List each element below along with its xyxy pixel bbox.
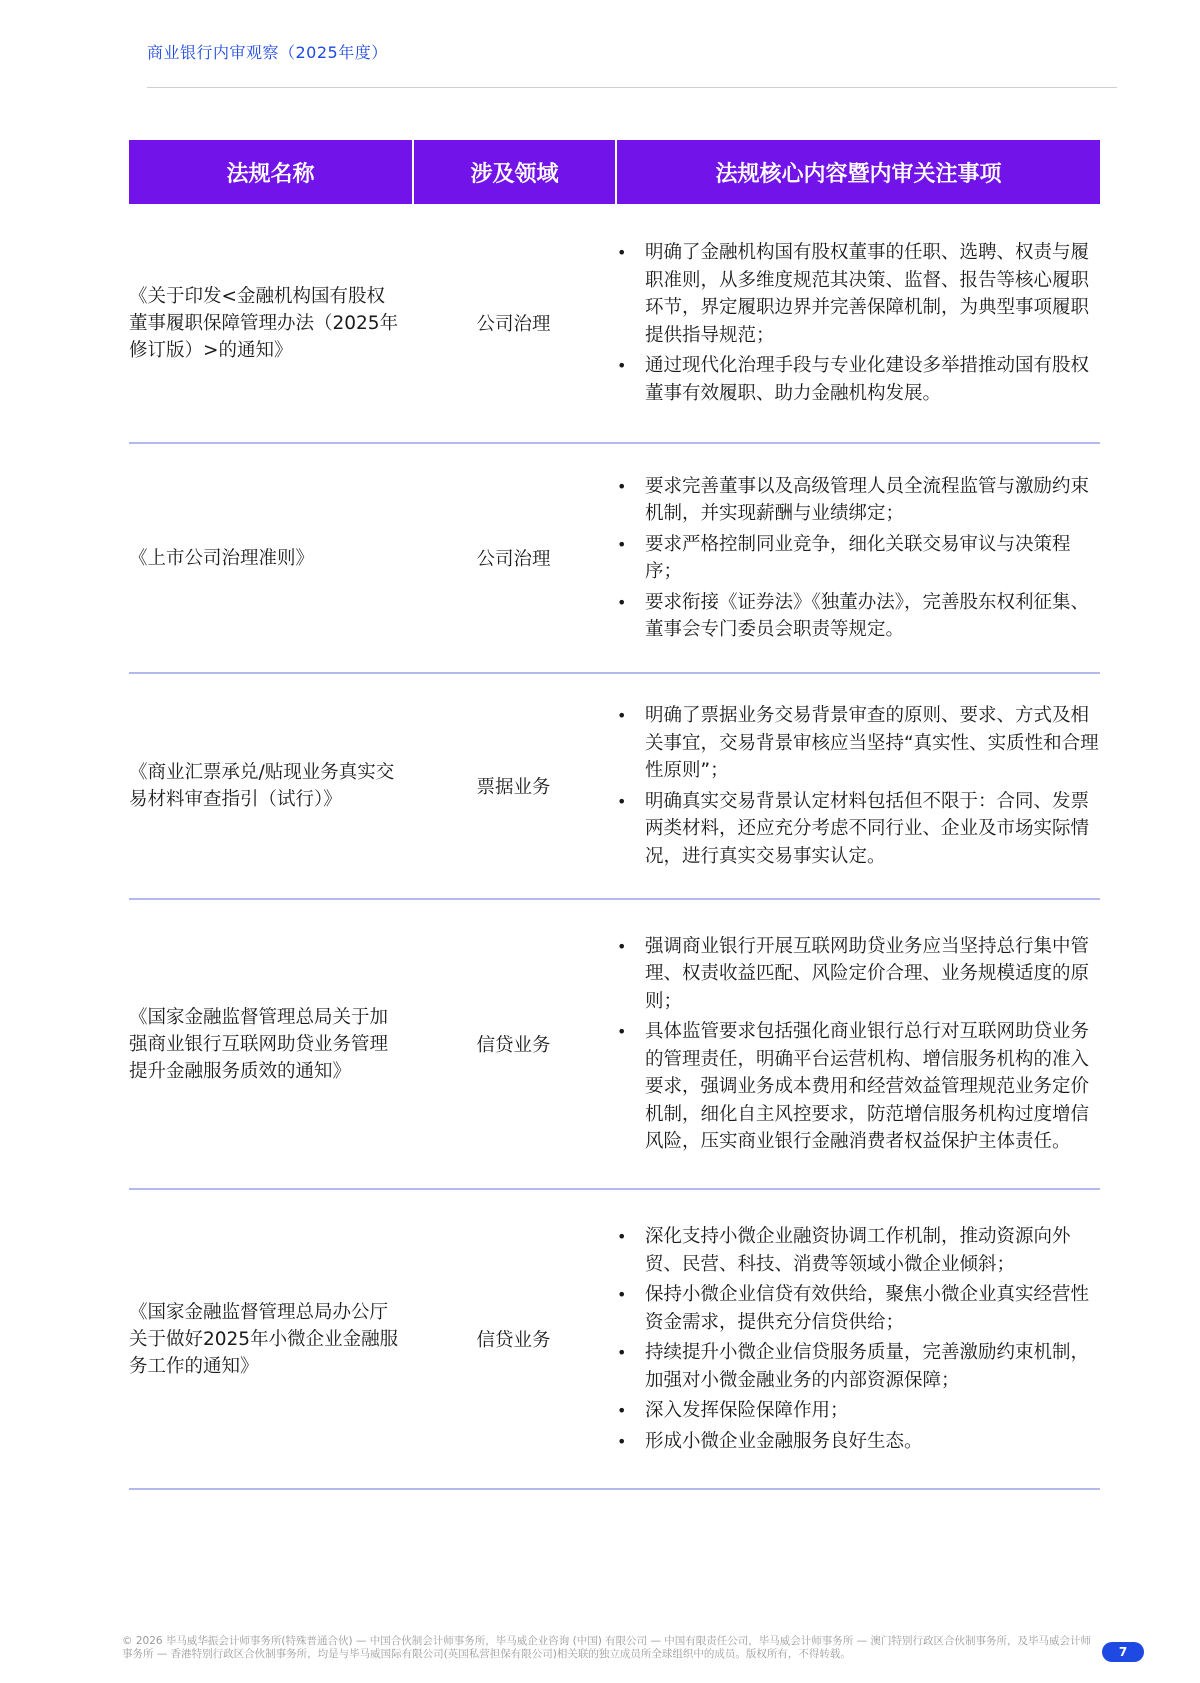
bullet-item (615, 1428, 1100, 1456)
bullet-dot-icon: • (617, 1343, 627, 1362)
bullet-item (615, 589, 1100, 644)
bullet-dot-icon: • (617, 476, 627, 496)
bullet-dot-icon: • (617, 936, 627, 956)
regulation-name: 《国家金融监督管理总局关于加强商业银行互联网助贷业务管理提升金融服务质效的通知》 (129, 1006, 389, 1082)
table-header (129, 140, 1100, 204)
table-row (129, 204, 1100, 444)
regulations-table (129, 140, 1100, 1490)
regulation-points (615, 1190, 1100, 1488)
footer-copyright: © 2026 毕马威华振会计师事务所(特殊普通合伙) — 中国合伙制会计师事务所，毕马威企业咨询 (中国) 有限公司 — 中国有限责任公司，毕马威会计师事务所 — 澳门特别行政区合伙制事务所，及毕马威会计师事务所 — 香港特别行政区合伙制事务所，均是与毕马威国际有限公司(英国私营担保有限公司)相关联的独立成员所全球组织中的成员。版权所有，不得转载。 (122, 1635, 1091, 1660)
regulation-area: 公司治理 (476, 314, 551, 335)
page-header-title: 商业银行内审观察（2025年度） (147, 43, 388, 62)
regulation-name: 《关于印发<金融机构国有股权董事履职保障管理办法（2025年修订版）>的通知》 (129, 285, 399, 361)
bullet-item (615, 1223, 1100, 1278)
table-row (129, 1190, 1100, 1490)
table-row (129, 674, 1100, 900)
page-number-badge: 7 (1102, 1642, 1144, 1662)
regulation-points (615, 204, 1100, 442)
bullet-text: 要求完善董事以及高级管理人员全流程监管与激励约束机制，并实现薪酬与业绩绑定； (645, 475, 1090, 524)
table-row (129, 444, 1100, 674)
bullet-dot-icon: • (617, 1022, 627, 1041)
bullet-text: 保持小微企业信贷有效供给，聚焦小微企业真实经营性资金需求，提供充分信贷供给； (645, 1284, 1090, 1333)
regulation-points (615, 674, 1100, 898)
bullet-text: 持续提升小微企业信贷服务质量，完善激励约束机制，加强对小微金融业务的内部资源保障； (645, 1342, 1090, 1391)
bullet-dot-icon: • (617, 1285, 627, 1304)
bullet-dot-icon: • (617, 243, 627, 262)
bullet-text: 要求衔接《证券法》《独董办法》，完善股东权利征集、董事会专门委员会职责等规定。 (645, 591, 1090, 640)
bullet-item (615, 702, 1100, 785)
bullet-dot-icon: • (617, 791, 627, 811)
bullet-item (615, 352, 1100, 407)
header-divider (147, 87, 1117, 88)
bullet-item (615, 1397, 1100, 1425)
bullet-text: 深化支持小微企业融资协调工作机制，推动资源向外贸、民营、科技、消费等领域小微企业倾斜； (645, 1226, 1071, 1275)
bullet-dot-icon: • (617, 534, 627, 554)
column-header-name: 法规名称 (226, 161, 315, 187)
bullet-dot-icon: • (617, 356, 627, 375)
regulation-area: 信贷业务 (476, 1035, 551, 1056)
bullet-dot-icon: • (617, 1227, 627, 1246)
bullet-dot-icon: • (617, 706, 627, 725)
bullet-dot-icon: • (617, 1431, 627, 1451)
bullet-item (615, 788, 1100, 871)
bullet-text: 明确真实交易背景认定材料包括但不限于：合同、发票两类材料，还应充分考虑不同行业、企业及市场实际情况，进行真实交易事实认定。 (645, 790, 1090, 867)
bullet-item (615, 1281, 1100, 1336)
regulation-points (615, 444, 1100, 672)
bullet-dot-icon: • (617, 1401, 627, 1420)
bullet-item (615, 531, 1100, 586)
regulation-area: 信贷业务 (476, 1330, 551, 1351)
regulation-name: 《上市公司治理准则》 (129, 547, 315, 569)
regulation-points (615, 900, 1100, 1188)
regulation-area: 票据业务 (476, 777, 551, 798)
regulation-name: 《国家金融监督管理总局办公厅关于做好2025年小微企业金融服务工作的通知》 (129, 1301, 399, 1377)
bullet-dot-icon: • (617, 592, 627, 612)
bullet-text: 深入发挥保险保障作用； (645, 1400, 849, 1421)
bullet-item (615, 1018, 1100, 1156)
bullet-text: 通过现代化治理手段与专业化建设多举措推动国有股权董事有效履职、助力金融机构发展。 (645, 355, 1090, 404)
bullet-item (615, 1339, 1100, 1394)
table-row (129, 900, 1100, 1190)
table-body (129, 204, 1100, 1490)
bullet-text: 要求严格控制同业竞争，细化关联交易审议与决策程序； (645, 533, 1071, 582)
column-header-area: 涉及领域 (412, 140, 615, 204)
column-header-points: 法规核心内容暨内审关注事项 (615, 140, 1100, 204)
bullet-text: 明确了票据业务交易背景审查的原则、要求、方式及相关事宜，交易背景审核应当坚持“真实性、实质性和合理性原则”； (645, 705, 1099, 781)
bullet-item (615, 933, 1100, 1016)
bullet-item (615, 473, 1100, 528)
bullet-text: 强调商业银行开展互联网助贷业务应当坚持总行集中管理、权责收益匹配、风险定价合理、业务规模适度的原则； (645, 935, 1090, 1012)
bullet-item (615, 239, 1100, 349)
bullet-text: 具体监管要求包括强化商业银行总行对互联网助贷业务的管理责任，明确平台运营机构、增信服务机构的准入要求，强调业务成本费用和经营效益管理规范业务定价机制，细化自主风控要求，防范增信服务机构过度增信风险，压实商业银行金融消费者权益保护主体责任。 (645, 1021, 1090, 1152)
bullet-text: 形成小微企业金融服务良好生态。 (645, 1430, 923, 1452)
bullet-text: 明确了金融机构国有股权董事的任职、选聘、权责与履职准则，从多维度规范其决策、监督、报告等核心履职环节，界定履职边界并完善保障机制，为典型事项履职提供指导规范； (645, 242, 1090, 346)
regulation-name: 《商业汇票承兑/贴现业务真实交易材料审查指引（试行）》 (129, 762, 395, 810)
regulation-area: 公司治理 (476, 549, 551, 570)
